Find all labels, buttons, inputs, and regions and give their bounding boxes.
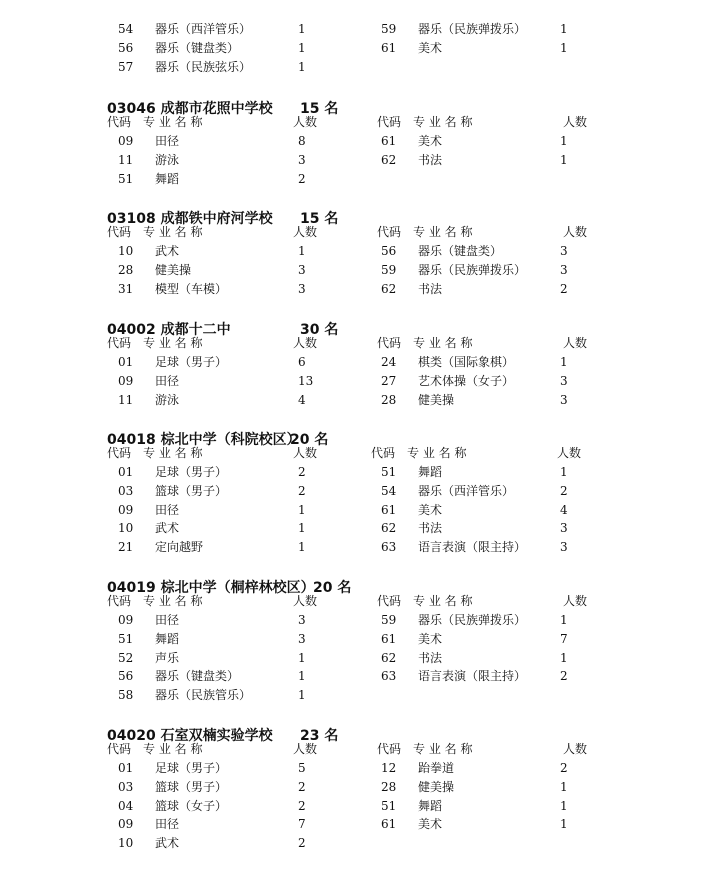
school-name: 石室双楠实验学校 [160, 728, 273, 744]
count-header: 人数 [563, 225, 588, 239]
table-row [0, 391, 706, 410]
count-header: 人数 [293, 225, 318, 239]
left-major-name: 模型（车模） [155, 281, 228, 296]
left-major-code: 31 [118, 281, 134, 296]
left-major-name: 田径 [155, 134, 180, 148]
left-major-count: 3 [298, 613, 306, 627]
right-major-count: 1 [560, 152, 568, 167]
school-id: 04020 [107, 728, 156, 744]
right-major-count: 1 [560, 40, 568, 55]
right-major-name: 器乐（西洋管乐） [418, 483, 515, 498]
major-header: 专 业 名 称 [413, 115, 473, 129]
right-major-name: 美术 [418, 631, 443, 646]
left-major-code: 01 [118, 465, 134, 479]
right-major-count: 3 [560, 521, 568, 536]
right-major-name: 语言表演（限主持） [418, 669, 527, 684]
school-quota: 15 名 [300, 211, 339, 227]
right-major-code: 59 [381, 613, 397, 627]
left-major-count: 3 [298, 631, 306, 646]
table-row [0, 170, 706, 189]
major-header: 专 业 名 称 [143, 115, 203, 129]
table-row [0, 39, 706, 58]
left-major-code: 09 [118, 502, 134, 517]
table-row [0, 151, 706, 170]
left-major-name: 武术 [155, 244, 180, 258]
code-header: 代码 [107, 115, 132, 129]
left-major-code: 01 [118, 761, 134, 775]
count-header: 人数 [563, 115, 588, 129]
right-major-code: 62 [381, 650, 397, 665]
table-row [0, 463, 706, 482]
column-header-row [0, 113, 706, 132]
school-quota: 15 名 [300, 101, 339, 117]
right-major-count: 2 [560, 761, 568, 775]
left-major-count: 2 [298, 483, 306, 498]
major-header: 专 业 名 称 [143, 225, 203, 239]
table-row [0, 815, 706, 834]
left-major-code: 51 [118, 631, 134, 646]
school-id: 03108 [107, 211, 156, 227]
code-header: 代码 [377, 594, 402, 608]
school-quota: 30 名 [300, 322, 339, 338]
column-header-row [0, 592, 706, 611]
right-major-count: 1 [560, 22, 568, 36]
left-major-count: 13 [298, 373, 314, 388]
major-header: 专 业 名 称 [413, 336, 473, 350]
left-major-count: 1 [298, 22, 306, 36]
school-name: 成都铁中府河学校 [160, 211, 273, 227]
right-major-count: 3 [560, 262, 568, 277]
right-major-name: 跆拳道 [418, 761, 455, 775]
left-major-code: 11 [118, 152, 134, 167]
right-major-name: 舞蹈 [418, 798, 443, 813]
right-major-count: 2 [560, 281, 568, 296]
left-major-name: 器乐（民族管乐） [155, 688, 252, 703]
table-row [0, 353, 706, 372]
code-header: 代码 [377, 115, 402, 129]
school-name: 成都十二中 [160, 322, 231, 338]
major-header: 专 业 名 称 [143, 594, 203, 608]
table-row [0, 759, 706, 778]
left-major-code: 54 [118, 22, 134, 36]
left-major-name: 篮球（男子） [155, 483, 228, 498]
right-major-code: 61 [381, 134, 397, 148]
school-quota: 20 名 [313, 580, 352, 596]
right-major-count: 1 [560, 355, 568, 369]
left-major-count: 1 [298, 540, 306, 555]
table-row [0, 58, 706, 77]
left-major-code: 09 [118, 134, 134, 148]
right-major-name: 棋类（国际象棋） [418, 355, 515, 369]
school-id: 04019 [107, 580, 156, 596]
left-major-code: 56 [118, 669, 134, 684]
right-major-count: 2 [560, 483, 568, 498]
left-major-code: 03 [118, 779, 134, 794]
right-major-code: 62 [381, 521, 397, 536]
right-major-code: 59 [381, 262, 397, 277]
school-id: 04002 [107, 322, 156, 338]
right-major-name: 舞蹈 [418, 465, 443, 479]
right-major-code: 51 [381, 465, 397, 479]
right-major-code: 56 [381, 244, 397, 258]
left-major-count: 8 [298, 134, 306, 148]
left-major-code: 09 [118, 817, 134, 832]
left-major-name: 足球（男子） [155, 465, 228, 479]
school-id: 04018 [107, 432, 156, 448]
count-header: 人数 [293, 115, 318, 129]
code-header: 代码 [107, 742, 132, 756]
table-row [0, 611, 706, 630]
column-header-row [0, 223, 706, 242]
table-row [0, 686, 706, 705]
right-major-count: 1 [560, 817, 568, 832]
column-header-row [0, 444, 706, 463]
table-row [0, 280, 706, 299]
right-major-code: 61 [381, 40, 397, 55]
left-major-count: 1 [298, 502, 306, 517]
right-major-name: 艺术体操（女子） [418, 373, 515, 388]
right-major-code: 62 [381, 281, 397, 296]
major-header: 专 业 名 称 [413, 742, 473, 756]
code-header: 代码 [377, 742, 402, 756]
right-major-count: 2 [560, 669, 568, 684]
left-major-code: 03 [118, 483, 134, 498]
left-major-count: 7 [298, 817, 306, 832]
right-major-code: 63 [381, 669, 397, 684]
right-major-name: 美术 [418, 40, 443, 55]
left-major-count: 4 [298, 392, 306, 407]
right-major-name: 器乐（民族弹拨乐） [418, 262, 527, 277]
left-major-count: 1 [298, 59, 306, 74]
left-major-count: 2 [298, 171, 306, 186]
left-major-code: 04 [118, 798, 134, 813]
table-row [0, 667, 706, 686]
left-major-name: 田径 [155, 817, 180, 832]
count-header: 人数 [563, 742, 588, 756]
school-name: 棕北中学（科院校区） [160, 432, 301, 448]
left-major-code: 57 [118, 59, 134, 74]
right-major-name: 美术 [418, 817, 443, 832]
left-major-count: 3 [298, 152, 306, 167]
left-major-count: 2 [298, 836, 306, 851]
major-header: 专 业 名 称 [143, 446, 203, 460]
left-major-name: 器乐（民族弦乐） [155, 59, 252, 74]
left-major-name: 篮球（男子） [155, 779, 228, 794]
left-major-name: 游泳 [155, 392, 180, 407]
code-header: 代码 [107, 446, 132, 460]
left-major-name: 田径 [155, 373, 180, 388]
right-major-name: 美术 [418, 134, 443, 148]
table-row [0, 834, 706, 853]
table-row [0, 501, 706, 520]
code-header: 代码 [377, 225, 402, 239]
right-major-name: 器乐（民族弹拨乐） [418, 22, 527, 36]
left-major-count: 1 [298, 244, 306, 258]
right-major-code: 12 [381, 761, 397, 775]
right-major-count: 4 [560, 502, 568, 517]
left-major-count: 1 [298, 688, 306, 703]
left-major-name: 舞蹈 [155, 631, 180, 646]
major-header: 专 业 名 称 [143, 336, 203, 350]
right-major-code: 61 [381, 817, 397, 832]
table-row [0, 20, 706, 39]
right-major-code: 27 [381, 373, 397, 388]
left-major-code: 28 [118, 262, 134, 277]
left-major-count: 5 [298, 761, 306, 775]
left-major-count: 6 [298, 355, 306, 369]
right-major-count: 1 [560, 650, 568, 665]
right-major-count: 3 [560, 540, 568, 555]
right-major-name: 书法 [418, 281, 443, 296]
table-row [0, 797, 706, 816]
right-major-name: 语言表演（限主持） [418, 540, 527, 555]
school-quota: 20 名 [290, 432, 329, 448]
table-row [0, 519, 706, 538]
right-major-count: 1 [560, 779, 568, 794]
left-major-code: 10 [118, 836, 134, 851]
left-major-name: 定向越野 [155, 540, 204, 555]
left-major-name: 武术 [155, 836, 180, 851]
count-header: 人数 [293, 446, 318, 460]
column-header-row [0, 740, 706, 759]
code-header: 代码 [371, 446, 396, 460]
left-major-count: 1 [298, 521, 306, 536]
school-quota: 23 名 [300, 728, 339, 744]
right-major-code: 54 [381, 483, 397, 498]
table-row [0, 132, 706, 151]
left-major-name: 器乐（键盘类） [155, 40, 240, 55]
left-major-count: 1 [298, 650, 306, 665]
left-major-code: 09 [118, 613, 134, 627]
right-major-code: 28 [381, 392, 397, 407]
count-header: 人数 [293, 336, 318, 350]
school-name: 成都市花照中学校 [160, 101, 273, 117]
left-major-name: 武术 [155, 521, 180, 536]
left-major-name: 舞蹈 [155, 171, 180, 186]
right-major-count: 7 [560, 631, 568, 646]
table-row [0, 778, 706, 797]
left-major-name: 健美操 [155, 262, 192, 277]
table-row [0, 482, 706, 501]
right-major-code: 28 [381, 779, 397, 794]
left-major-name: 声乐 [155, 650, 180, 665]
right-major-name: 美术 [418, 502, 443, 517]
major-header: 专 业 名 称 [407, 446, 467, 460]
table-row [0, 538, 706, 557]
right-major-name: 健美操 [418, 392, 455, 407]
right-major-name: 书法 [418, 521, 443, 536]
left-major-code: 01 [118, 355, 134, 369]
right-major-code: 59 [381, 22, 397, 36]
right-major-code: 62 [381, 152, 397, 167]
right-major-code: 63 [381, 540, 397, 555]
right-major-count: 1 [560, 134, 568, 148]
right-major-name: 器乐（民族弹拨乐） [418, 613, 527, 627]
left-major-count: 1 [298, 669, 306, 684]
right-major-name: 器乐（键盘类） [418, 244, 503, 258]
table-row [0, 630, 706, 649]
right-major-name: 书法 [418, 152, 443, 167]
code-header: 代码 [107, 594, 132, 608]
major-header: 专 业 名 称 [143, 742, 203, 756]
left-major-name: 田径 [155, 613, 180, 627]
right-major-count: 3 [560, 373, 568, 388]
count-header: 人数 [563, 594, 588, 608]
left-major-code: 51 [118, 171, 134, 186]
left-major-code: 11 [118, 392, 134, 407]
table-row [0, 242, 706, 261]
left-major-code: 10 [118, 521, 134, 536]
right-major-count: 1 [560, 465, 568, 479]
right-major-count: 3 [560, 244, 568, 258]
left-major-code: 10 [118, 244, 134, 258]
left-major-name: 器乐（西洋管乐） [155, 22, 252, 36]
left-major-name: 足球（男子） [155, 355, 228, 369]
left-major-count: 1 [298, 40, 306, 55]
left-major-name: 田径 [155, 502, 180, 517]
major-header: 专 业 名 称 [413, 594, 473, 608]
column-header-row [0, 334, 706, 353]
code-header: 代码 [377, 336, 402, 350]
right-major-code: 24 [381, 355, 397, 369]
table-row [0, 261, 706, 280]
left-major-code: 52 [118, 650, 134, 665]
left-major-name: 游泳 [155, 152, 180, 167]
count-header: 人数 [293, 742, 318, 756]
left-major-count: 2 [298, 798, 306, 813]
table-row [0, 372, 706, 391]
left-major-code: 58 [118, 688, 134, 703]
major-header: 专 业 名 称 [413, 225, 473, 239]
left-major-count: 3 [298, 281, 306, 296]
right-major-code: 51 [381, 798, 397, 813]
right-major-code: 61 [381, 631, 397, 646]
left-major-code: 21 [118, 540, 134, 555]
left-major-count: 2 [298, 465, 306, 479]
left-major-name: 器乐（键盘类） [155, 669, 240, 684]
right-major-count: 3 [560, 392, 568, 407]
left-major-name: 足球（男子） [155, 761, 228, 775]
right-major-name: 健美操 [418, 779, 455, 794]
school-id: 03046 [107, 101, 156, 117]
school-name: 棕北中学（桐梓林校区） [160, 580, 315, 596]
left-major-count: 3 [298, 262, 306, 277]
code-header: 代码 [107, 225, 132, 239]
left-major-code: 56 [118, 40, 134, 55]
count-header: 人数 [557, 446, 582, 460]
right-major-code: 61 [381, 502, 397, 517]
right-major-name: 书法 [418, 650, 443, 665]
code-header: 代码 [107, 336, 132, 350]
right-major-count: 1 [560, 613, 568, 627]
count-header: 人数 [293, 594, 318, 608]
table-row [0, 649, 706, 668]
left-major-code: 09 [118, 373, 134, 388]
count-header: 人数 [563, 336, 588, 350]
right-major-count: 1 [560, 798, 568, 813]
left-major-name: 篮球（女子） [155, 798, 228, 813]
left-major-count: 2 [298, 779, 306, 794]
